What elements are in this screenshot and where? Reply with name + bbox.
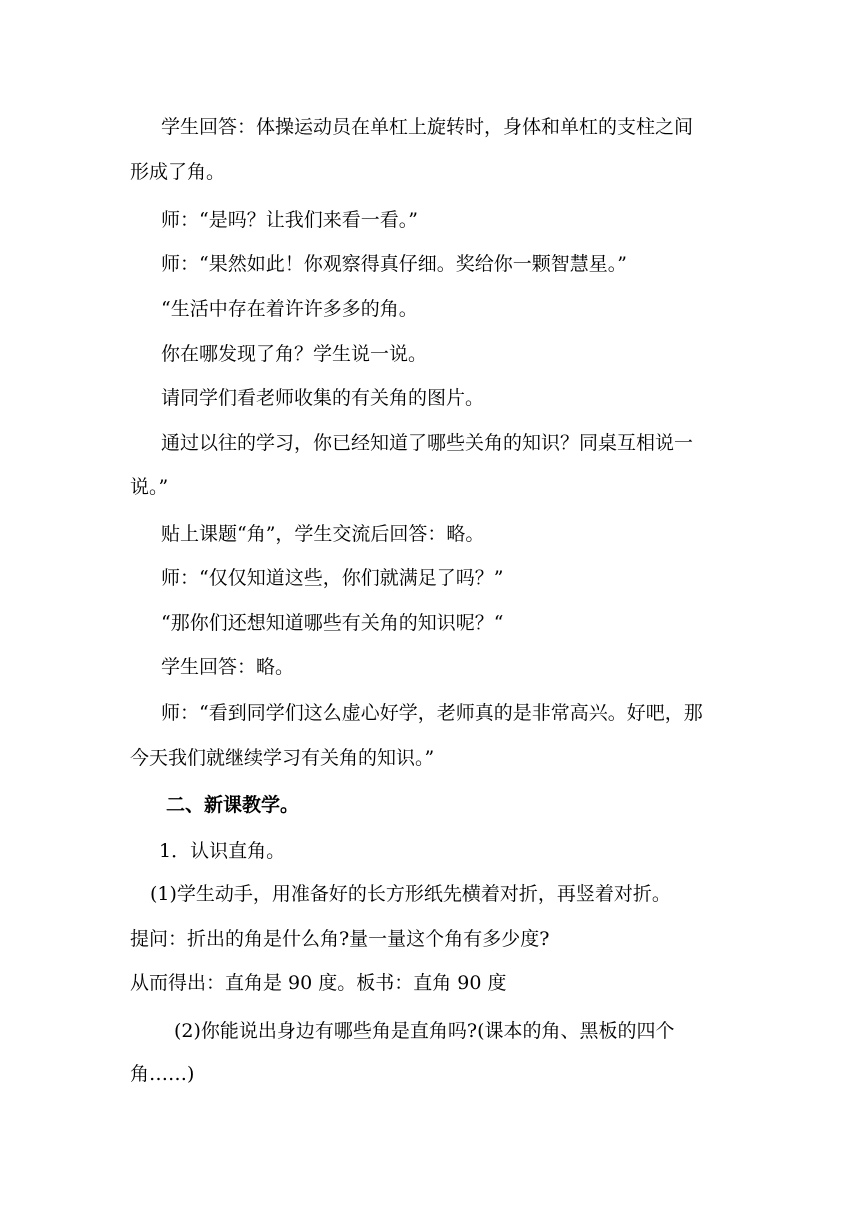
subsection-heading: 1．认识直角。 bbox=[159, 840, 286, 862]
text-line: 你在哪发现了角？学生说一说。 bbox=[161, 343, 428, 365]
text-line: 从而得出：直角是 90 度。板书：直角 90 度 bbox=[130, 972, 507, 994]
text-line: 今天我们就继续学习有关角的知识。” bbox=[130, 747, 435, 769]
text-line: 学生回答：体操运动员在单杠上旋转时，身体和单杠的支柱之间 bbox=[161, 116, 694, 138]
text-line: 说。” bbox=[130, 476, 169, 498]
text-line: 师：“看到同学们这么虚心好学，老师真的是非常高兴。好吧，那 bbox=[161, 702, 703, 724]
text-line: 师：“是吗？让我们来看一看。” bbox=[161, 209, 418, 231]
section-heading: 二、新课教学。 bbox=[166, 794, 300, 816]
text-line: 师：“果然如此！你观察得真仔细。奖给你一颗智慧星。” bbox=[161, 253, 627, 275]
text-line: (2)你能说出身边有哪些角是直角吗?(课本的角、黑板的四个 bbox=[174, 1020, 675, 1042]
text-line: 通过以往的学习，你已经知道了哪些关角的知识？同桌互相说一 bbox=[161, 432, 694, 454]
text-line: 提问：折出的角是什么角?量一量这个角有多少度? bbox=[130, 928, 550, 950]
text-line: (1)学生动手，用准备好的长方形纸先横着对折，再竖着对折。 bbox=[150, 883, 671, 905]
text-line: 贴上课题“角”，学生交流后回答：略。 bbox=[161, 523, 485, 545]
text-line: 角……) bbox=[130, 1063, 195, 1085]
text-line: “生活中存在着许许多多的角。 bbox=[161, 298, 418, 320]
text-line: 形成了角。 bbox=[130, 161, 226, 183]
text-line: “那你们还想知道哪些有关角的知识呢？“ bbox=[161, 612, 504, 634]
text-line: 请同学们看老师收集的有关角的图片。 bbox=[161, 387, 485, 409]
text-line: 师：“仅仅知道这些，你们就满足了吗？” bbox=[161, 567, 504, 589]
text-line: 学生回答：略。 bbox=[161, 656, 295, 678]
